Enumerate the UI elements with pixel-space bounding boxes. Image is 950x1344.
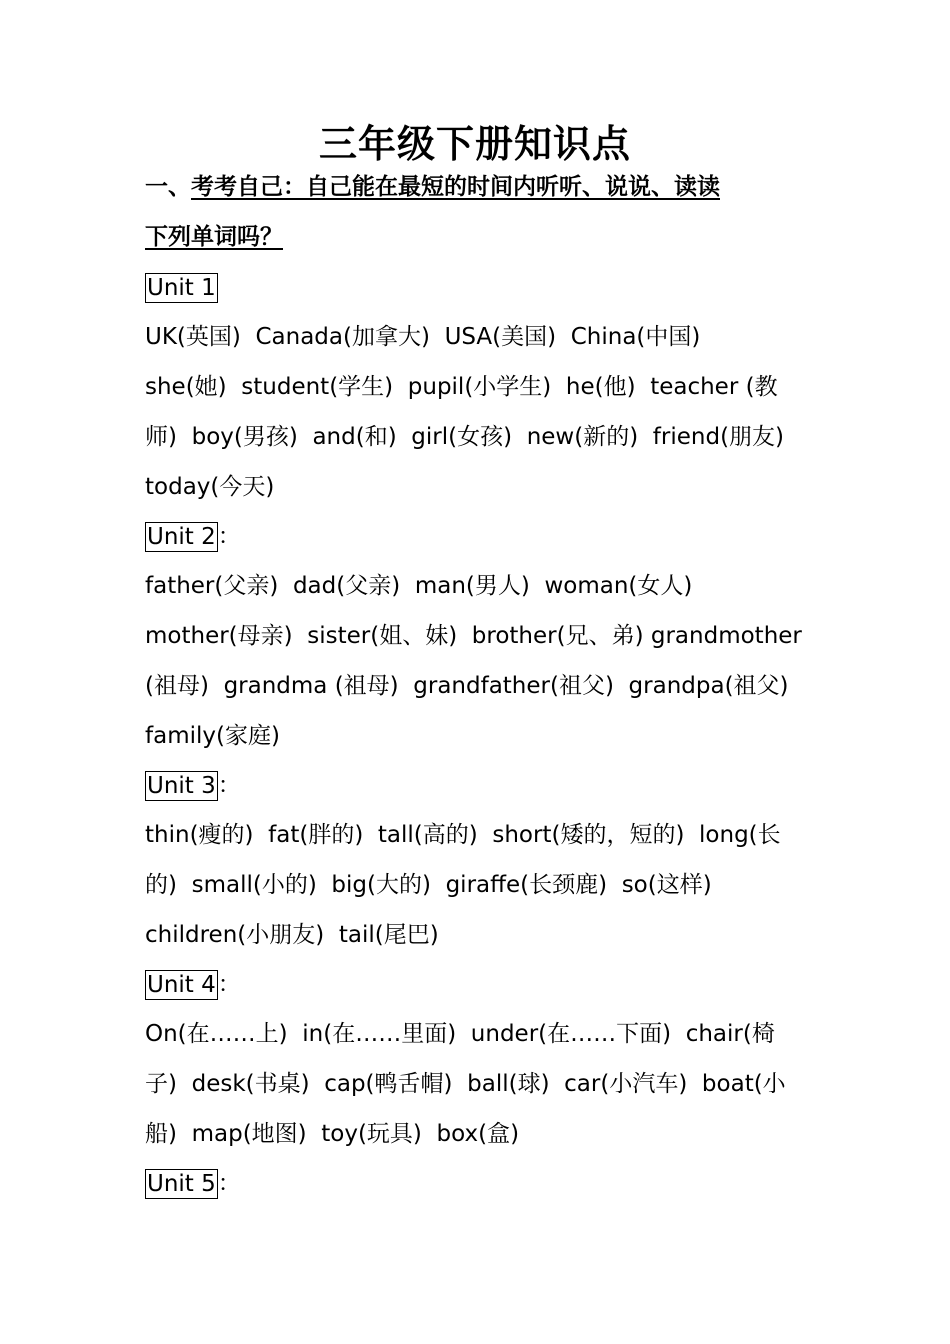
page-title: 三年级下册知识点: [318, 122, 631, 166]
section-heading-1-cont: [145, 212, 825, 262]
unit-3-heading: [145, 760, 241, 811]
unit-label: Unit 1: [147, 274, 216, 301]
unit-label: Unit 3: [147, 772, 216, 799]
unit-5-heading: [145, 1158, 241, 1209]
vocab-line: family(家庭): [145, 723, 280, 749]
unit-4-heading: [145, 959, 241, 1010]
vocab-line: children(小朋友) tail(尾巴): [145, 922, 439, 948]
vocab-line: UK(英国) Canada(加拿大) USA(美国) China(中国): [145, 324, 701, 350]
unit-colon: ：: [217, 523, 241, 550]
vocab-line: 的) small(小的) big(大的) giraffe(长颈鹿) so(这样): [145, 872, 712, 898]
unit-2-heading: [145, 511, 241, 562]
section-number: 一、: [145, 174, 191, 200]
vocab-line: (祖母) grandma (祖母) grandfather(祖父) grandpa(祖父): [145, 673, 789, 699]
vocab-line: 师) boy(男孩) and(和) girl(女孩) new(新的) friend(朋友): [145, 424, 785, 450]
unit-label: Unit 2: [147, 523, 216, 550]
section-instruction-line-2: 下列单词吗？: [145, 224, 283, 250]
unit-colon: ：: [217, 971, 241, 998]
unit-label: Unit 5: [147, 1170, 216, 1197]
vocab-line: 子) desk(书桌) cap(鸭舌帽) ball(球) car(小汽车) boat(小: [145, 1071, 786, 1097]
vocab-line: On(在……上) in(在……里面) under(在……下面) chair(椅: [145, 1021, 775, 1047]
vocab-line: father(父亲) dad(父亲) man(男人) woman(女人): [145, 573, 693, 599]
section-instruction-line-1: 考考自己：自己能在最短的时间内听听、说说、读读: [191, 174, 720, 200]
unit-label: Unit 4: [147, 971, 216, 998]
unit-colon: ：: [217, 772, 241, 799]
unit-colon: ：: [217, 1170, 241, 1197]
vocab-line: 船) map(地图) toy(玩具) box(盒): [145, 1121, 520, 1147]
section-heading-1: [145, 162, 825, 212]
vocab-line: thin(瘦的) fat(胖的) tall(高的) short(矮的，短的) long(长: [145, 822, 781, 848]
unit-1-heading: [145, 262, 218, 313]
vocab-line: mother(母亲) sister(姐、妹) brother(兄、弟) grandmother: [145, 623, 802, 649]
vocab-line: she(她) student(学生) pupil(小学生) he(他) teacher (教: [145, 374, 778, 400]
vocab-line: today(今天): [145, 474, 275, 500]
